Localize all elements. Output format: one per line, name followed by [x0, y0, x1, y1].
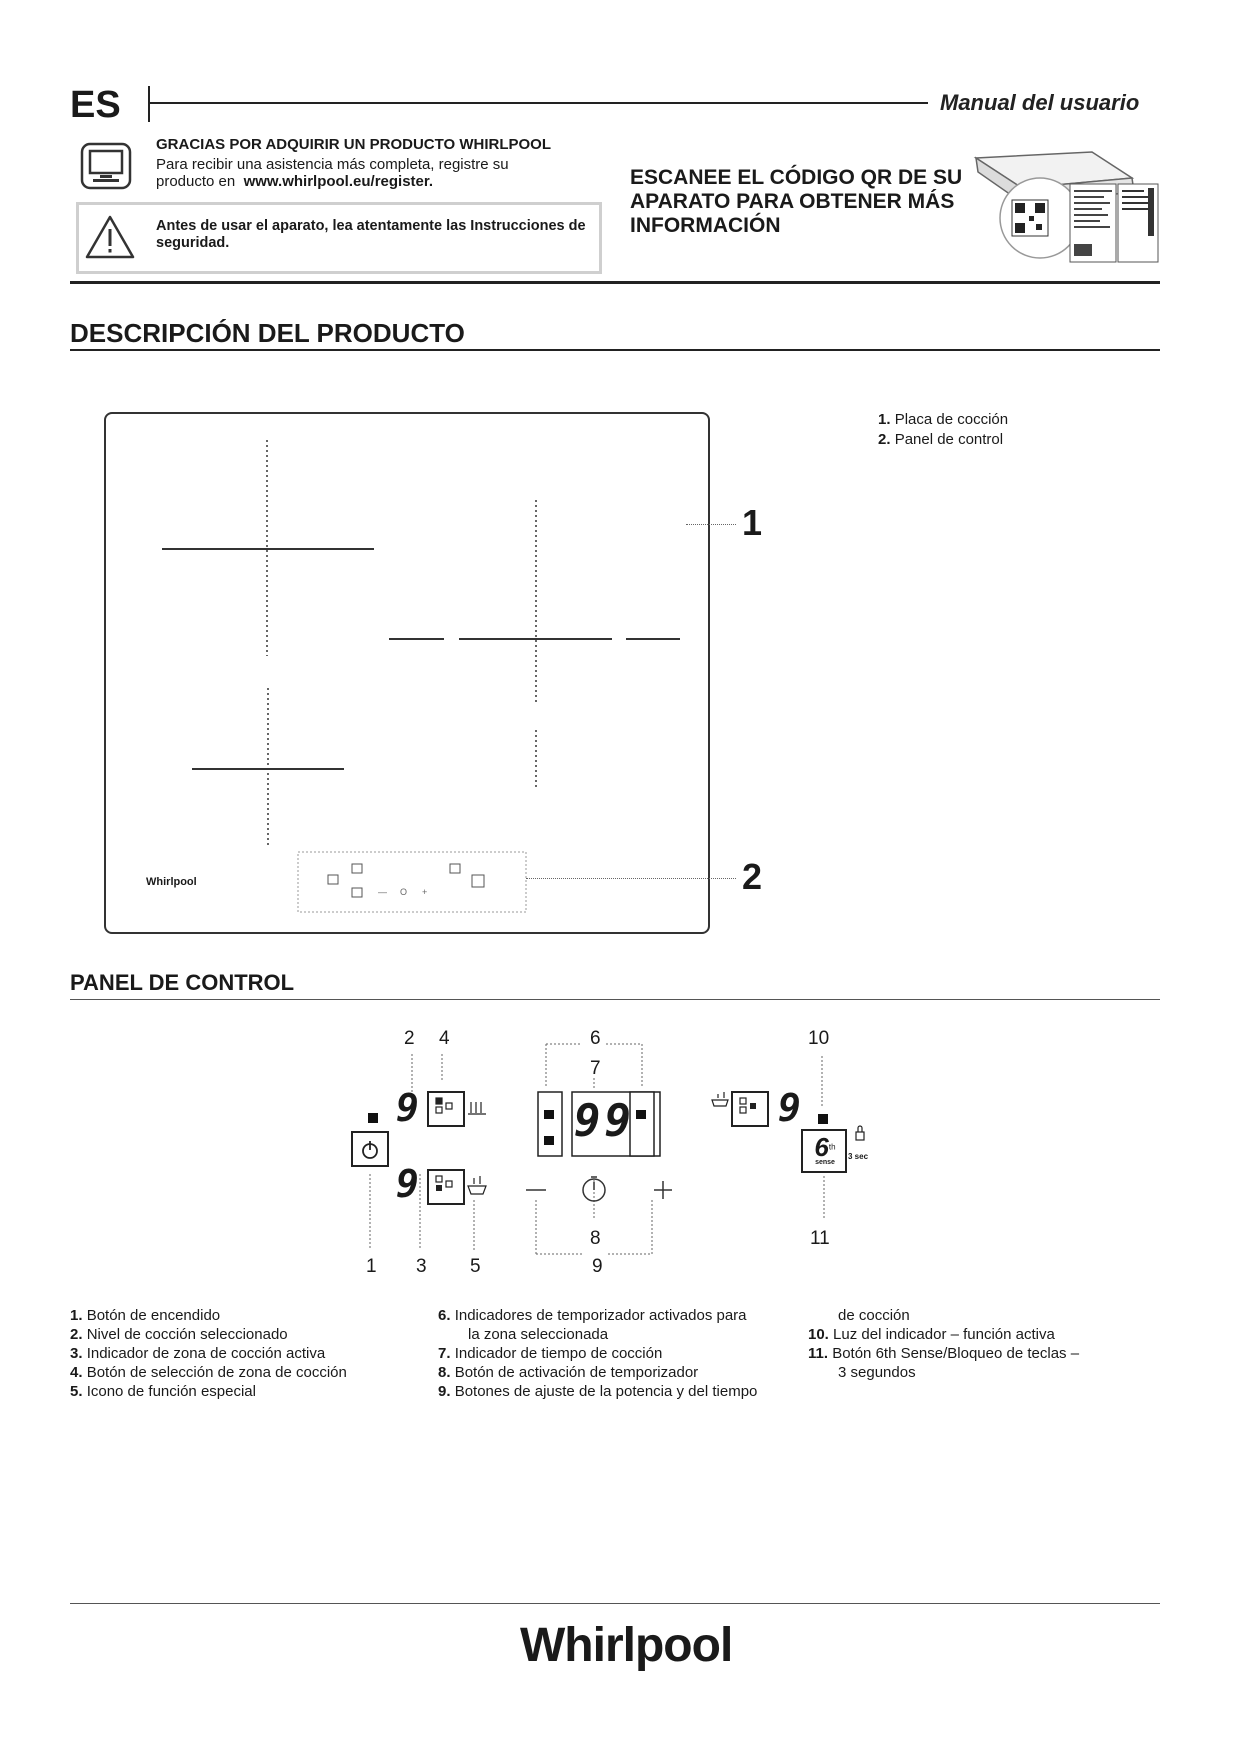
control-legend-item: de cocción: [838, 1307, 910, 1324]
callout-c10: 10: [808, 1028, 830, 1049]
sense-label: 6: [814, 1132, 829, 1162]
callout-c2: 2: [404, 1028, 415, 1049]
callout-c4: 4: [439, 1028, 450, 1049]
qr-scan-text: ESCANEE EL CÓDIGO QR DE SU APARATO PARA OBTENER MÁS INFORMACIÓN: [630, 166, 963, 237]
callout-c1: 1: [366, 1256, 377, 1277]
cooktop-zones-diagram: [104, 412, 710, 939]
registration-url[interactable]: www.whirlpool.eu/register.: [243, 173, 434, 190]
warning-icon: [84, 214, 136, 265]
language-code: ES: [70, 84, 121, 126]
registration-text: [156, 156, 556, 190]
registration-title: GRACIAS POR ADQUIRIR UN PRODUCTO WHIRLPOOL: [156, 136, 552, 153]
control-legend-col3: [808, 1306, 1108, 1382]
registration-line2: producto en: [156, 173, 236, 190]
callout-c3: 3: [416, 1256, 427, 1277]
hob-brand-logo: Whirlpool: [146, 876, 197, 888]
section-rule: [70, 281, 1160, 284]
callout-2: 2: [742, 856, 763, 897]
control-panel-rule: [70, 999, 1160, 1000]
control-legend-item: 2. Nivel de cocción seleccionado: [70, 1326, 288, 1343]
callout-c5: 5: [470, 1256, 481, 1277]
cooking-level-display-bottom: 9: [396, 1162, 419, 1206]
control-legend-col1: [70, 1306, 410, 1401]
callout-leader-2: [526, 878, 736, 879]
callout-c8: 8: [590, 1228, 601, 1249]
header-divider: [148, 86, 150, 122]
callout-c11: 11: [810, 1228, 830, 1249]
callout-leader-1: [686, 524, 736, 525]
header-rule: [148, 102, 928, 104]
callout-1: 1: [742, 502, 763, 543]
control-legend-item: 10. Luz del indicador – función activa: [808, 1326, 1055, 1343]
svg-text:O: O: [400, 887, 408, 897]
registration-line1: Para recibir una asistencia más completa, registre su: [156, 156, 509, 173]
control-legend-item: 1. Botón de encendido: [70, 1307, 221, 1324]
callout-c7: 7: [590, 1058, 601, 1079]
control-legend-item: 6. Indicadores de temporizador activados para: [438, 1307, 747, 1324]
control-legend-item: 3. Indicador de zona de cocción activa: [70, 1345, 326, 1362]
heading-rule: [70, 349, 1160, 351]
control-legend-col2: [438, 1306, 798, 1401]
svg-text:—: —: [378, 887, 387, 897]
lock-label: 3 sec: [848, 1152, 869, 1161]
control-legend-item: 3 segundos: [838, 1364, 916, 1381]
control-legend-item: 9. Botones de ajuste de la potencia y del tiempo: [438, 1383, 758, 1400]
cooking-time-display: 99: [574, 1096, 635, 1147]
control-panel-diagram: [340, 1040, 880, 1275]
cooking-level-display-right: 9: [778, 1086, 801, 1130]
qr-appliance-illustration: [972, 148, 1162, 271]
product-legend: [878, 410, 1008, 450]
sense-sup: th: [828, 1142, 836, 1152]
control-panel-heading: PANEL DE CONTROL: [70, 970, 295, 995]
control-legend-item: 8. Botón de activación de temporizador: [438, 1364, 699, 1381]
control-legend-item: 5. Icono de función especial: [70, 1383, 256, 1400]
product-legend-item: 1. Placa de cocción: [878, 411, 1009, 428]
callout-c9: 9: [592, 1256, 603, 1277]
product-heading: DESCRIPCIÓN DEL PRODUCTO: [70, 318, 465, 348]
svg-text:+: +: [422, 887, 428, 897]
control-legend-item: 11. Botón 6th Sense/Bloqueo de teclas –: [808, 1345, 1080, 1362]
monitor-icon: [80, 142, 132, 190]
cooking-level-display-top: 9: [396, 1086, 419, 1130]
manual-title: Manual del usuario: [940, 90, 1140, 115]
callout-c6: 6: [590, 1028, 601, 1049]
sense-word: sense: [815, 1159, 835, 1166]
product-legend-item: 2. Panel de control: [878, 431, 1004, 448]
control-legend-item: 4. Botón de selección de zona de cocción: [70, 1364, 347, 1381]
control-legend-item: 7. Indicador de tiempo de cocción: [438, 1345, 663, 1362]
footer-rule: [70, 1603, 1160, 1604]
sixth-sense-button[interactable]: [804, 1132, 846, 1172]
control-legend-item: la zona seleccionada: [468, 1326, 609, 1343]
safety-warning-text: Antes de usar el aparato, lea atentamente las Instrucciones de seguridad.: [156, 218, 586, 251]
footer-brand-logo: Whirlpool: [520, 1619, 733, 1672]
